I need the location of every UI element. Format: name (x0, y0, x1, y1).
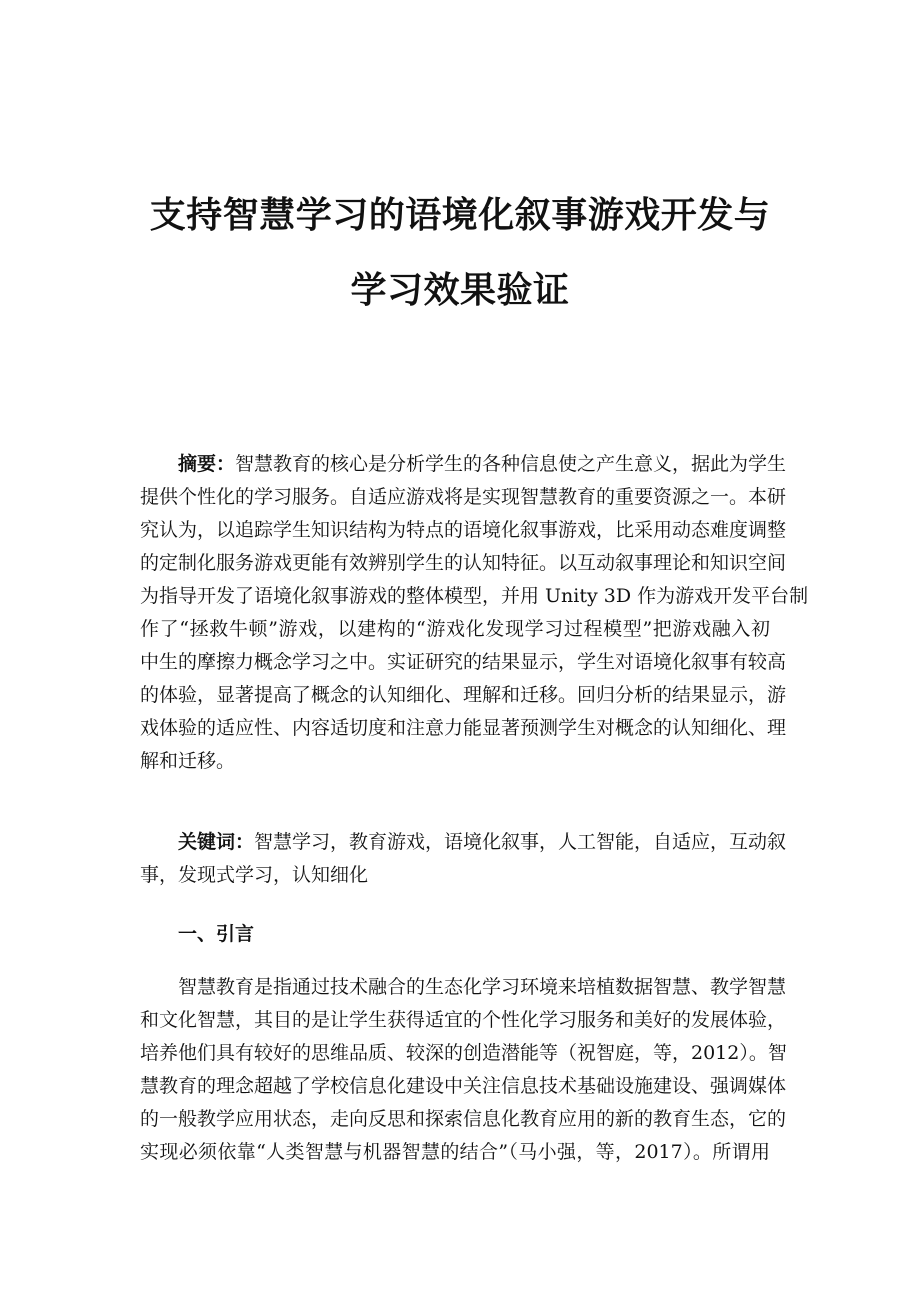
section1-text: 实现必须依靠“人类智慧与机器智慧的结合”（马小强，等，2017）。所谓用 (140, 1141, 770, 1163)
abstract-line (140, 547, 787, 580)
section1-text: 慧教育的理念超越了学校信息化建设中关注信息技术基础设施建设、强调媒体 (140, 1075, 787, 1097)
section-heading (140, 918, 770, 951)
document-title-line-1: 支持智慧学习的语境化叙事游戏开发与 (149, 194, 771, 236)
abstract-text: 戏体验的适应性、内容适切度和注意力能显著预测学生对概念的认知细化、理 (140, 717, 787, 739)
section1-line (140, 1004, 787, 1037)
abstract-label: 摘要： (178, 453, 236, 475)
abstract-line (140, 646, 787, 679)
abstract-line (140, 613, 770, 646)
abstract-text: 智慧教育的核心是分析学生的各种信息使之产生意义，据此为学生 (235, 453, 787, 475)
section1-line (140, 1037, 787, 1070)
section1-text: 培养他们具有较好的思维品质、较深的创造潜能等（祝智庭，等，2012）。智 (140, 1042, 787, 1064)
abstract-line (140, 712, 787, 745)
abstract-line (140, 580, 809, 613)
abstract-line (140, 679, 787, 712)
abstract-line (140, 745, 770, 778)
section1-text: 智慧教育是指通过技术融合的生态化学习环境来培植数据智慧、教学智慧 (178, 976, 787, 998)
abstract-text: 提供个性化的学习服务。自适应游戏将是实现智慧教育的重要资源之一。本研 (140, 486, 787, 508)
abstract-text: 中生的摩擦力概念学习之中。实证研究的结果显示，学生对语境化叙事有较高 (140, 651, 787, 673)
keywords-line (140, 859, 770, 892)
keywords-text: 智慧学习，教育游戏，语境化叙事，人工智能，自适应，互动叙 (254, 831, 787, 853)
keywords-line (140, 826, 787, 859)
keywords-label: 关键词： (178, 831, 255, 853)
abstract-text: 作了“拯救牛顿”游戏，以建构的“游戏化发现学习过程模型”把游戏融入初 (140, 618, 770, 640)
abstract-text: 究认为，以追踪学生知识结构为特点的语境化叙事游戏，比采用动态难度调整 (140, 519, 787, 541)
section1-line (140, 971, 787, 1004)
abstract (140, 448, 809, 778)
section1-line (140, 1136, 770, 1169)
abstract-text: 的定制化服务游戏更能有效辨别学生的认知特征。以互动叙事理论和知识空间 (140, 552, 787, 574)
keywords-text: 事，发现式学习，认知细化 (140, 864, 369, 886)
abstract-line (140, 514, 787, 547)
abstract-text: 为指导开发了语境化叙事游戏的整体模型，并用 Unity 3D 作为游戏开发平台制 (140, 585, 809, 607)
section1-line (140, 1070, 787, 1103)
section1-text: 的一般教学应用状态，走向反思和探索信息化教育应用的新的教育生态，它的 (140, 1108, 787, 1130)
abstract-line (140, 481, 787, 514)
section1-line (140, 1103, 787, 1136)
abstract-text: 的体验，显著提高了概念的认知细化、理解和迁移。回归分析的结果显示，游 (140, 684, 787, 706)
abstract-text: 解和迁移。 (140, 750, 236, 772)
section-1-heading: 一、引言 (178, 923, 255, 945)
keywords (140, 826, 787, 892)
abstract-line (140, 448, 787, 481)
document-title-line-2: 学习效果验证 (350, 269, 570, 311)
section1-text: 和文化智慧，其目的是让学生获得适宜的个性化学习服务和美好的发展体验， (140, 1009, 787, 1031)
section-1-body (140, 971, 787, 1169)
